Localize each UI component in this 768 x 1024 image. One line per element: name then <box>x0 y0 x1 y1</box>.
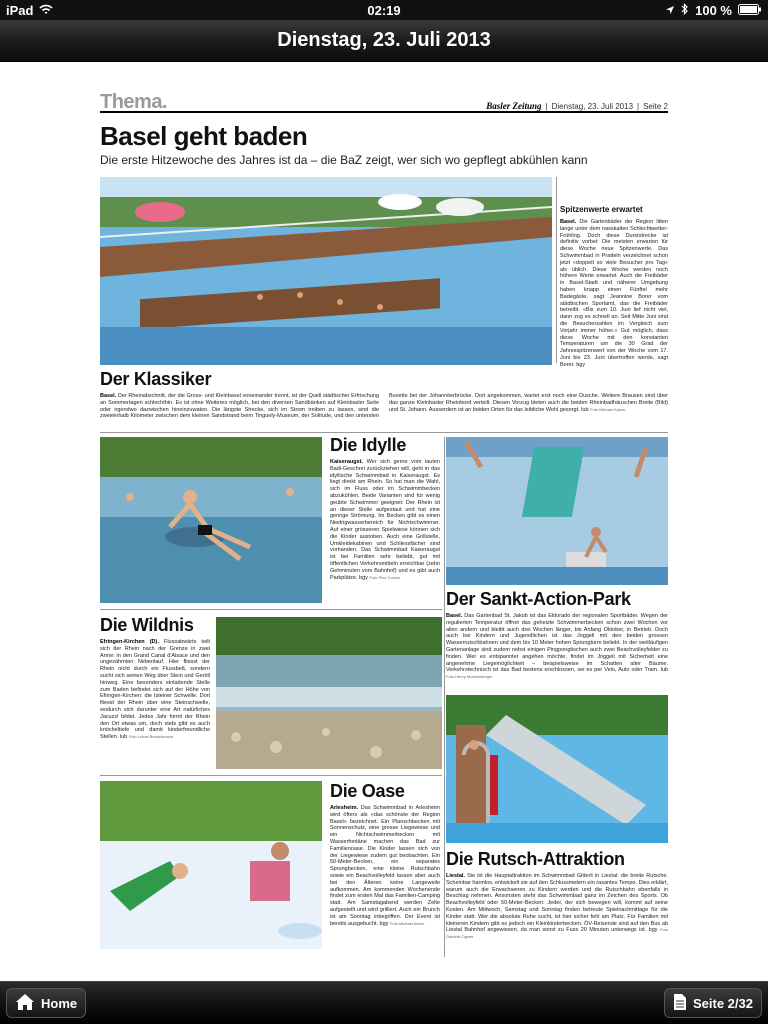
page-number: Seite 2 <box>643 102 668 111</box>
page-date: Dienstag, 23. Juli 2013 <box>551 102 634 111</box>
article-page <box>100 91 668 971</box>
photo-rutsch-attraktion <box>446 695 668 843</box>
page-indicator: Seite 2/32 <box>693 995 753 1011</box>
location-icon <box>665 3 675 18</box>
bluetooth-icon <box>681 3 689 18</box>
section-text-idylle: Kaiseraugst. Wer sich gerne vom lauten Badi-Geschrei zurückziehen will, geht in das idyllische Schwimmbad in Kaiseraugst. Es liegt direkt am Rhein. So hat man die Wahl, sich im Fluss oder im Schwimmbecken abzukühlen. Beide Varianten sind für wenig geübte Schwimmer geeignet: Der Rhein ist an dieser Stelle aufgestaut und hat eine geringe Strömung. Im Becken gibt es einen Niedrigwasserbereich für Nichtschwimmer. Auf einer grösseren Spielwiese können sich die Kinder austoben. Auch eine Grillstelle, Umkleidekabinen und Schliessfächer sind vorhanden. Das Schwimmbad Kaiseraugst ist bei Familien sehr beliebt, gut mit öffentlichen Verkehrsmitteln erreichbar (zehn Gehminuten vom Bahnhof) und es gibt auch Parkplätze. bgy Foto Pino Covino <box>330 459 440 581</box>
sidebar-body: Die Gartenbäder der Region litten lange unter dem nasskalten Schlechtwetter-Frühling. Doch diese Durststrecke ist definitiv vorbei: Die meisten erwarten für diese Woche neue Spitzenwerte. Das Schwimmbad in Pratteln verzeichnet schon jetzt «doppelt so viele Besucher pro Tag» als üblich. Diese Woche werden noch höhere Werte erwartet. Auch die Freibäder in Basel-Stadt und näherer Umgebung haben knapp einen Fünftel mehr Badegäste, sagt Jeannine Borer vom städtischen Sportamt, das die Freibäder betreibt. «Bis zum 10. Juni lief nicht viel, dann zog es schnell an. Seit Mitte Juni sind die Besucherzahlen im Vergleich zum Vorjahr immer höher.» Gut möglich, dass diese Woche mit den konstanten Temperaturen um die 30 Grad der Jahresspitzenwert von der Woche vom 17. Juni bis 23. Juni übertroffen werde, sagt Borer. bgy <box>560 219 669 368</box>
page-overview-button[interactable] <box>664 988 762 1018</box>
status-bar <box>0 0 768 20</box>
sidebar-text <box>560 219 669 368</box>
battery-icon <box>738 3 762 18</box>
sidebar-lead: Basel. <box>560 219 577 225</box>
carrier-label: iPad <box>6 2 34 18</box>
section-text-sankt-action-park: Basel. Das Gartenbad St. Jakob ist das Eldorado der regionalen Sportbäder. Wegen der regulierten Temperatur öffnet das geheizte Schwimmerbecken schon zwei Wochen vor allen andern und bleibt auch drei Wochen länger, bis Anfang Oktober, in Betrieb. Doch auch bei Kindern und Jugendlichen ist das Joggeli mit den beiden grossen Wasserrutschbahnen und dem bis 10 Meter hohen Sprungturm beliebt. In der weitläufigen Gartenanlage sind zudem nebst einigen Pingpongtischen auch zwei Beachvolleyfelder zu finden. Wer es entspannter angehen möchte, findet im Joggeli mit Sicherheit eine angenehme Liegemöglichkeit – beispielsweise im Schatten alter Bäume. Verkehrstechnisch ist das Bad bestens erschlossen, sei es per Velo, Auto oder Tram. lub Foto Henry Muchenberger <box>446 613 668 680</box>
section-text-klassiker: Basel. Der Rheinabschnitt, der die Gross- und Kleinbasel voneinander trennt, ist der Quell städtischer Erfrischung an Sommertagen schlechthin. Es ist ohne Weiteres möglich, bei den diversen Sandbänken auf Kleinbasler Seite oder irgendwo dazwischen hineinzuwaten. Die längste Strecke, sich im Strom treiben zu lassen, sind die zweieinhalb Kilometer zwischen dem kleinen Sandstrand beim Tinguely-Museum, der Solitude, und den untersten Buvette bei der Johanniterbrücke. Dort angekommen, wartet erst noch eine Dusche. Weitere Brausen sind über das ganze Kleinbasler Rheinbord verteilt. Diesen Vorzug bieten auch die beiden Rheinbadhäuschen Breite (Bild) und St. Johann. Ausserdem ist an beiden Orten für das leibliche Wohl gesorgt. lub Foto Michael Kaiser <box>100 393 668 420</box>
section-text-wildnis: Efringen-Kirchen (D). Flussabwärts teilt sich der Rhein nach der Grenze in zwei Arme: in den Grand Canal d'Alsace und den ungezähmten Nebenlauf. Hier fliesst der Rhein nicht durch ein Flussbett, sondern sucht sich seinen Weg über Stein und Geröll hinweg. Eine besonders einladende Stelle zum Baden befindet sich auf der Höhe von Efringen-Kirchen: die Isteiner Schwelle. Dort fliesst der Rhein über eine Steinschwelle, wodurch sich darunter eine Art natürliches Jacuzzi bildet. Jedes Jahr formt der Rhein den Ort etwas um, doch stets gibt es auch knöcheltiefe und damit kinderfreundliche Stellen. lub Foto Lukas Bertschmann <box>100 639 210 741</box>
home-label: Home <box>41 995 78 1011</box>
photo-oase <box>100 781 322 949</box>
photo-sankt-action-park <box>446 437 668 585</box>
hero-photo-rhine-bath <box>100 177 552 365</box>
section-title-rutsch-attraktion: Die Rutsch-Attraktion <box>446 849 625 869</box>
subheadline: Die erste Hitzewoche des Jahres ist da – die BaZ zeigt, wer sich wo gepflegt abkühlen kann <box>100 153 588 167</box>
divider <box>100 775 442 776</box>
page-meta: Basler Zeitung | Dienstag, 23. Juli 2013 | Seite 2 <box>486 101 668 111</box>
newspaper-page[interactable] <box>0 63 768 981</box>
home-button[interactable] <box>6 988 86 1018</box>
section-title-sankt-action-park: Der Sankt-Action-Park <box>446 589 631 609</box>
section-title-wildnis: Die Wildnis <box>100 615 194 635</box>
headline: Basel geht baden <box>100 121 308 151</box>
column-rule <box>556 177 557 363</box>
masthead <box>100 91 668 113</box>
battery-percent: 100 % <box>695 2 732 18</box>
column-rule <box>444 437 445 957</box>
document-icon <box>673 993 687 1014</box>
photo-wildnis <box>216 617 442 769</box>
title-bar <box>0 20 768 62</box>
clock: 02:19 <box>367 2 401 18</box>
bottom-toolbar <box>0 981 768 1024</box>
divider <box>100 609 442 610</box>
issue-date-title: Dienstag, 23. Juli 2013 <box>277 29 491 51</box>
section-label: Thema. <box>100 91 168 113</box>
photo-idylle <box>100 437 322 603</box>
section-title-klassiker: Der Klassiker <box>100 369 212 389</box>
home-icon <box>15 993 35 1014</box>
sidebar-title: Spitzenwerte erwartet <box>560 205 643 214</box>
wifi-icon <box>39 3 53 18</box>
divider <box>100 432 668 433</box>
section-text-oase: Arlesheim. Das Schwimmbad in Arlesheim wird öfters als «das schönste der Region Basel» bezeichnet. Ein Planschbecken mit Sonnenschutz, eine grosse Liegewiese und ein Nichtschwimmerbecken mit Wasserfontäne machen das Bad zur Familienoase. Die Kinder lassen sich von der Liegewiese zudem gut beobachten. Ein 50-Meter-Becken, ein separates Sprungbecken, eine kleine Rutschbahn sowie ein Beachvolleyfeld lassen aber auch bei den Älteren keine Langeweile aufkommen. Am kommenden Wochenende findet zum ersten Mal das Familien-Camping statt. Am Samstagabend werden Zelte aufgestellt und wird grilliert. Auch ein Brunch ist am Sonntag inbegriffen. Der Event ist bereits ausgebucht. bgy Foto Michael Aeber <box>330 805 441 927</box>
section-text-rutsch-attraktion: Liestal. Sie ist die Hauptattraktion im Schwimmbad Gitterli in Liestal: die breite Rutsche. Scheinbar harmlos, entwickelt sie auf den Schlussmetern ein rasantes Tempo. Dies erklärt, warum auch die Erwachsenen zu Kindern werden und die Rutschbahn ebenfalls in Beschlag nehmen. Ansonsten steht das Schwimmbad ganz im Zeichen des Sports. Ob Beachvolleyfeld oder 50-Meter-Becken: Jeder, der sich bewegen will, kommt auf seine Kosten. Am Mittwoch, Samstag und Sonntag finden betreute Spielnachmittage für die Kinder statt. Wer die absolute Ruhe sucht, ist hier sicher fehl am Platz. Für Familien mit kleineren Kindern gibt es jedoch ein Kleinkinderbecken. ÖV-Reisende sind auf den Bus ab Liestal Bahnhof angewiesen, da man sonst zu Fuss 20 Minuten unterwegs ist. bgy Foto Dominik Ogwer <box>446 873 668 940</box>
publication-name: Basler Zeitung <box>486 101 542 111</box>
section-title-idylle: Die Idylle <box>330 435 407 455</box>
section-title-oase: Die Oase <box>330 781 405 801</box>
